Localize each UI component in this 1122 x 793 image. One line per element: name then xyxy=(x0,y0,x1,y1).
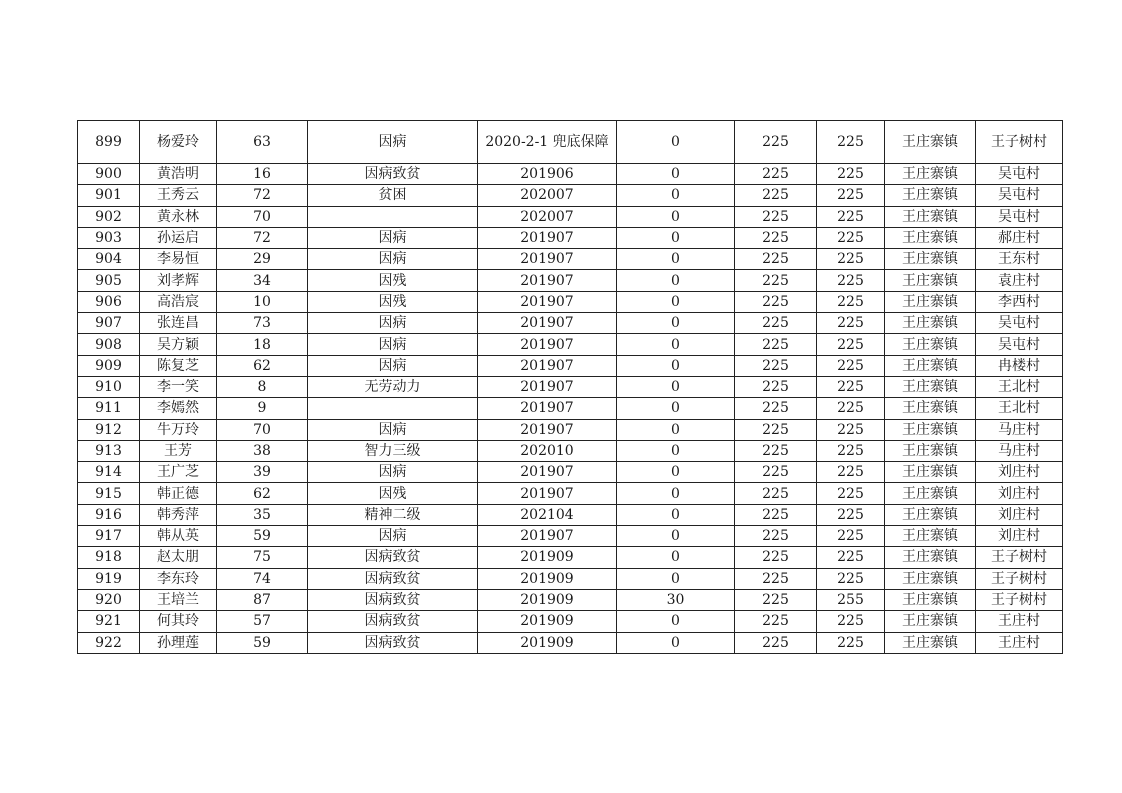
cell-amount-b: 225 xyxy=(735,398,817,419)
cell-amount-b: 225 xyxy=(735,270,817,291)
cell-reason: 因病致贫 xyxy=(308,547,478,568)
cell-total: 225 xyxy=(817,164,885,185)
cell-amount-b: 225 xyxy=(735,568,817,589)
cell-village: 王东村 xyxy=(976,249,1063,270)
cell-amount-a: 0 xyxy=(617,611,735,632)
cell-age: 34 xyxy=(217,270,308,291)
table-row xyxy=(78,185,1063,206)
cell-date: 201907 xyxy=(478,526,617,547)
cell-date: 201907 xyxy=(478,313,617,334)
cell-village: 刘庄村 xyxy=(976,483,1063,504)
cell-serial-number: 906 xyxy=(78,291,140,312)
cell-total: 225 xyxy=(817,249,885,270)
cell-town: 王庄寨镇 xyxy=(885,589,976,610)
cell-date: 202007 xyxy=(478,185,617,206)
cell-date: 201909 xyxy=(478,589,617,610)
table-row xyxy=(78,291,1063,312)
cell-reason xyxy=(308,398,478,419)
cell-total: 225 xyxy=(817,355,885,376)
cell-name: 牛万玲 xyxy=(140,419,217,440)
cell-serial-number: 907 xyxy=(78,313,140,334)
cell-reason: 智力三级 xyxy=(308,440,478,461)
cell-age: 18 xyxy=(217,334,308,355)
cell-total: 225 xyxy=(817,121,885,164)
cell-total: 225 xyxy=(817,313,885,334)
cell-village: 刘庄村 xyxy=(976,462,1063,483)
cell-total: 225 xyxy=(817,462,885,483)
cell-serial-number: 909 xyxy=(78,355,140,376)
cell-amount-a: 0 xyxy=(617,313,735,334)
cell-date: 202010 xyxy=(478,440,617,461)
cell-name: 王培兰 xyxy=(140,589,217,610)
cell-date: 202104 xyxy=(478,504,617,525)
cell-amount-a: 0 xyxy=(617,227,735,248)
cell-reason: 因病 xyxy=(308,334,478,355)
cell-village: 王子树村 xyxy=(976,589,1063,610)
cell-reason: 因病 xyxy=(308,249,478,270)
cell-amount-b: 225 xyxy=(735,355,817,376)
cell-reason: 无劳动力 xyxy=(308,376,478,397)
cell-town: 王庄寨镇 xyxy=(885,632,976,653)
cell-name: 吴方颖 xyxy=(140,334,217,355)
cell-total: 225 xyxy=(817,398,885,419)
cell-serial-number: 914 xyxy=(78,462,140,483)
cell-amount-a: 30 xyxy=(617,589,735,610)
cell-date: 201909 xyxy=(478,568,617,589)
cell-date: 201907 xyxy=(478,334,617,355)
cell-total: 225 xyxy=(817,419,885,440)
cell-age: 72 xyxy=(217,227,308,248)
cell-village: 马庄村 xyxy=(976,419,1063,440)
cell-amount-b: 225 xyxy=(735,462,817,483)
cell-amount-b: 225 xyxy=(735,206,817,227)
cell-date: 201907 xyxy=(478,249,617,270)
cell-date: 201907 xyxy=(478,227,617,248)
cell-village: 吴屯村 xyxy=(976,206,1063,227)
cell-village: 王子树村 xyxy=(976,568,1063,589)
table-row xyxy=(78,462,1063,483)
cell-age: 57 xyxy=(217,611,308,632)
cell-amount-b: 225 xyxy=(735,313,817,334)
cell-age: 62 xyxy=(217,355,308,376)
cell-serial-number: 899 xyxy=(78,121,140,164)
cell-amount-b: 225 xyxy=(735,504,817,525)
cell-village: 王北村 xyxy=(976,398,1063,419)
cell-age: 74 xyxy=(217,568,308,589)
table-row xyxy=(78,313,1063,334)
cell-date: 201909 xyxy=(478,632,617,653)
cell-name: 韩正德 xyxy=(140,483,217,504)
cell-reason: 因病致贫 xyxy=(308,632,478,653)
cell-age: 72 xyxy=(217,185,308,206)
cell-village: 刘庄村 xyxy=(976,504,1063,525)
cell-age: 70 xyxy=(217,206,308,227)
cell-town: 王庄寨镇 xyxy=(885,270,976,291)
table-row xyxy=(78,398,1063,419)
cell-name: 何其玲 xyxy=(140,611,217,632)
cell-age: 35 xyxy=(217,504,308,525)
table-row xyxy=(78,121,1063,164)
cell-serial-number: 919 xyxy=(78,568,140,589)
cell-total: 225 xyxy=(817,504,885,525)
cell-reason: 因病致贫 xyxy=(308,164,478,185)
cell-date: 202007 xyxy=(478,206,617,227)
table-row xyxy=(78,632,1063,653)
cell-serial-number: 905 xyxy=(78,270,140,291)
cell-serial-number: 917 xyxy=(78,526,140,547)
cell-amount-a: 0 xyxy=(617,419,735,440)
cell-town: 王庄寨镇 xyxy=(885,568,976,589)
cell-serial-number: 910 xyxy=(78,376,140,397)
cell-name: 刘孝辉 xyxy=(140,270,217,291)
cell-total: 225 xyxy=(817,568,885,589)
table-row xyxy=(78,526,1063,547)
table-row xyxy=(78,568,1063,589)
cell-reason: 因病 xyxy=(308,462,478,483)
cell-amount-b: 225 xyxy=(735,526,817,547)
cell-village: 刘庄村 xyxy=(976,526,1063,547)
cell-amount-a: 0 xyxy=(617,121,735,164)
cell-name: 李东玲 xyxy=(140,568,217,589)
record-table xyxy=(77,120,1063,654)
cell-total: 225 xyxy=(817,334,885,355)
cell-date: 201907 xyxy=(478,419,617,440)
cell-reason: 因残 xyxy=(308,483,478,504)
cell-town: 王庄寨镇 xyxy=(885,185,976,206)
cell-reason xyxy=(308,206,478,227)
cell-amount-a: 0 xyxy=(617,291,735,312)
cell-name: 黄永林 xyxy=(140,206,217,227)
cell-date: 201909 xyxy=(478,547,617,568)
cell-reason: 精神二级 xyxy=(308,504,478,525)
cell-total: 225 xyxy=(817,483,885,504)
cell-date: 201907 xyxy=(478,291,617,312)
cell-name: 杨爱玲 xyxy=(140,121,217,164)
cell-name: 王秀云 xyxy=(140,185,217,206)
cell-town: 王庄寨镇 xyxy=(885,376,976,397)
cell-serial-number: 916 xyxy=(78,504,140,525)
cell-age: 16 xyxy=(217,164,308,185)
cell-serial-number: 922 xyxy=(78,632,140,653)
cell-amount-b: 225 xyxy=(735,185,817,206)
cell-total: 225 xyxy=(817,547,885,568)
cell-village: 王北村 xyxy=(976,376,1063,397)
cell-village: 吴屯村 xyxy=(976,313,1063,334)
cell-amount-b: 225 xyxy=(735,334,817,355)
cell-reason: 贫困 xyxy=(308,185,478,206)
cell-serial-number: 903 xyxy=(78,227,140,248)
cell-amount-b: 225 xyxy=(735,440,817,461)
table-row xyxy=(78,227,1063,248)
cell-reason: 因病 xyxy=(308,121,478,164)
cell-town: 王庄寨镇 xyxy=(885,526,976,547)
cell-total: 225 xyxy=(817,270,885,291)
cell-amount-a: 0 xyxy=(617,526,735,547)
cell-reason: 因病 xyxy=(308,227,478,248)
cell-serial-number: 915 xyxy=(78,483,140,504)
cell-village: 袁庄村 xyxy=(976,270,1063,291)
cell-total: 225 xyxy=(817,526,885,547)
cell-town: 王庄寨镇 xyxy=(885,206,976,227)
cell-total: 225 xyxy=(817,376,885,397)
cell-reason: 因病致贫 xyxy=(308,611,478,632)
cell-name: 王芳 xyxy=(140,440,217,461)
cell-village: 吴屯村 xyxy=(976,185,1063,206)
cell-town: 王庄寨镇 xyxy=(885,462,976,483)
cell-reason: 因残 xyxy=(308,270,478,291)
cell-amount-a: 0 xyxy=(617,504,735,525)
table-row xyxy=(78,547,1063,568)
cell-town: 王庄寨镇 xyxy=(885,483,976,504)
cell-total: 225 xyxy=(817,206,885,227)
cell-age: 59 xyxy=(217,632,308,653)
cell-total: 225 xyxy=(817,291,885,312)
cell-total: 255 xyxy=(817,589,885,610)
table-row xyxy=(78,355,1063,376)
cell-date: 201909 xyxy=(478,611,617,632)
cell-town: 王庄寨镇 xyxy=(885,547,976,568)
cell-amount-a: 0 xyxy=(617,568,735,589)
table-row xyxy=(78,376,1063,397)
cell-date: 201907 xyxy=(478,462,617,483)
cell-age: 59 xyxy=(217,526,308,547)
cell-age: 62 xyxy=(217,483,308,504)
cell-reason: 因病 xyxy=(308,313,478,334)
cell-serial-number: 904 xyxy=(78,249,140,270)
cell-reason: 因病致贫 xyxy=(308,568,478,589)
cell-town: 王庄寨镇 xyxy=(885,611,976,632)
cell-name: 李易恒 xyxy=(140,249,217,270)
cell-serial-number: 920 xyxy=(78,589,140,610)
cell-serial-number: 902 xyxy=(78,206,140,227)
table-row xyxy=(78,483,1063,504)
cell-village: 冉楼村 xyxy=(976,355,1063,376)
cell-town: 王庄寨镇 xyxy=(885,164,976,185)
cell-date: 201906 xyxy=(478,164,617,185)
cell-town: 王庄寨镇 xyxy=(885,291,976,312)
cell-amount-a: 0 xyxy=(617,164,735,185)
cell-serial-number: 900 xyxy=(78,164,140,185)
cell-age: 70 xyxy=(217,419,308,440)
cell-name: 韩从英 xyxy=(140,526,217,547)
cell-date: 2020-2-1 兜底保障 xyxy=(478,121,617,164)
cell-amount-a: 0 xyxy=(617,483,735,504)
cell-date: 201907 xyxy=(478,355,617,376)
cell-serial-number: 911 xyxy=(78,398,140,419)
cell-name: 李嫣然 xyxy=(140,398,217,419)
cell-amount-a: 0 xyxy=(617,440,735,461)
cell-amount-b: 225 xyxy=(735,376,817,397)
cell-name: 韩秀萍 xyxy=(140,504,217,525)
cell-village: 王庄村 xyxy=(976,632,1063,653)
cell-amount-b: 225 xyxy=(735,419,817,440)
cell-date: 201907 xyxy=(478,270,617,291)
cell-age: 29 xyxy=(217,249,308,270)
cell-amount-a: 0 xyxy=(617,334,735,355)
cell-amount-b: 225 xyxy=(735,589,817,610)
table-row xyxy=(78,334,1063,355)
cell-amount-b: 225 xyxy=(735,249,817,270)
table-row xyxy=(78,249,1063,270)
cell-serial-number: 908 xyxy=(78,334,140,355)
cell-serial-number: 913 xyxy=(78,440,140,461)
cell-age: 75 xyxy=(217,547,308,568)
cell-serial-number: 921 xyxy=(78,611,140,632)
cell-village: 吴屯村 xyxy=(976,334,1063,355)
cell-amount-b: 225 xyxy=(735,164,817,185)
cell-village: 王子树村 xyxy=(976,121,1063,164)
cell-name: 李一笑 xyxy=(140,376,217,397)
cell-amount-b: 225 xyxy=(735,632,817,653)
cell-village: 吴屯村 xyxy=(976,164,1063,185)
cell-name: 陈复芝 xyxy=(140,355,217,376)
cell-date: 201907 xyxy=(478,483,617,504)
cell-age: 38 xyxy=(217,440,308,461)
table-row xyxy=(78,589,1063,610)
cell-reason: 因病 xyxy=(308,419,478,440)
cell-total: 225 xyxy=(817,185,885,206)
cell-serial-number: 912 xyxy=(78,419,140,440)
cell-reason: 因病 xyxy=(308,526,478,547)
cell-amount-a: 0 xyxy=(617,355,735,376)
cell-town: 王庄寨镇 xyxy=(885,398,976,419)
cell-serial-number: 918 xyxy=(78,547,140,568)
table-row xyxy=(78,270,1063,291)
cell-amount-a: 0 xyxy=(617,270,735,291)
cell-amount-b: 225 xyxy=(735,227,817,248)
cell-amount-a: 0 xyxy=(617,547,735,568)
cell-town: 王庄寨镇 xyxy=(885,121,976,164)
cell-name: 孙理莲 xyxy=(140,632,217,653)
cell-amount-b: 225 xyxy=(735,121,817,164)
cell-town: 王庄寨镇 xyxy=(885,419,976,440)
cell-amount-a: 0 xyxy=(617,185,735,206)
table-row xyxy=(78,419,1063,440)
table-row xyxy=(78,164,1063,185)
cell-name: 高浩宸 xyxy=(140,291,217,312)
cell-amount-b: 225 xyxy=(735,611,817,632)
table-row xyxy=(78,206,1063,227)
cell-name: 黄浩明 xyxy=(140,164,217,185)
table-body xyxy=(78,121,1063,654)
cell-town: 王庄寨镇 xyxy=(885,504,976,525)
cell-village: 李西村 xyxy=(976,291,1063,312)
cell-serial-number: 901 xyxy=(78,185,140,206)
cell-town: 王庄寨镇 xyxy=(885,334,976,355)
cell-age: 63 xyxy=(217,121,308,164)
cell-age: 9 xyxy=(217,398,308,419)
cell-village: 马庄村 xyxy=(976,440,1063,461)
table-row xyxy=(78,504,1063,525)
cell-name: 孙运启 xyxy=(140,227,217,248)
cell-age: 39 xyxy=(217,462,308,483)
cell-amount-a: 0 xyxy=(617,376,735,397)
table-row xyxy=(78,440,1063,461)
cell-amount-a: 0 xyxy=(617,462,735,483)
cell-village: 郝庄村 xyxy=(976,227,1063,248)
cell-town: 王庄寨镇 xyxy=(885,355,976,376)
cell-amount-b: 225 xyxy=(735,483,817,504)
cell-town: 王庄寨镇 xyxy=(885,440,976,461)
cell-amount-a: 0 xyxy=(617,398,735,419)
cell-town: 王庄寨镇 xyxy=(885,249,976,270)
table-row xyxy=(78,611,1063,632)
cell-name: 赵太朋 xyxy=(140,547,217,568)
cell-total: 225 xyxy=(817,440,885,461)
cell-total: 225 xyxy=(817,611,885,632)
cell-amount-b: 225 xyxy=(735,547,817,568)
cell-reason: 因病 xyxy=(308,355,478,376)
cell-reason: 因残 xyxy=(308,291,478,312)
cell-amount-b: 225 xyxy=(735,291,817,312)
cell-village: 王庄村 xyxy=(976,611,1063,632)
cell-age: 8 xyxy=(217,376,308,397)
cell-date: 201907 xyxy=(478,376,617,397)
cell-amount-a: 0 xyxy=(617,206,735,227)
cell-town: 王庄寨镇 xyxy=(885,227,976,248)
cell-age: 73 xyxy=(217,313,308,334)
cell-village: 王子树村 xyxy=(976,547,1063,568)
cell-date: 201907 xyxy=(478,398,617,419)
cell-name: 王广芝 xyxy=(140,462,217,483)
cell-age: 10 xyxy=(217,291,308,312)
cell-age: 87 xyxy=(217,589,308,610)
cell-town: 王庄寨镇 xyxy=(885,313,976,334)
cell-total: 225 xyxy=(817,227,885,248)
cell-reason: 因病致贫 xyxy=(308,589,478,610)
cell-amount-a: 0 xyxy=(617,632,735,653)
cell-total: 225 xyxy=(817,632,885,653)
cell-name: 张连昌 xyxy=(140,313,217,334)
cell-amount-a: 0 xyxy=(617,249,735,270)
